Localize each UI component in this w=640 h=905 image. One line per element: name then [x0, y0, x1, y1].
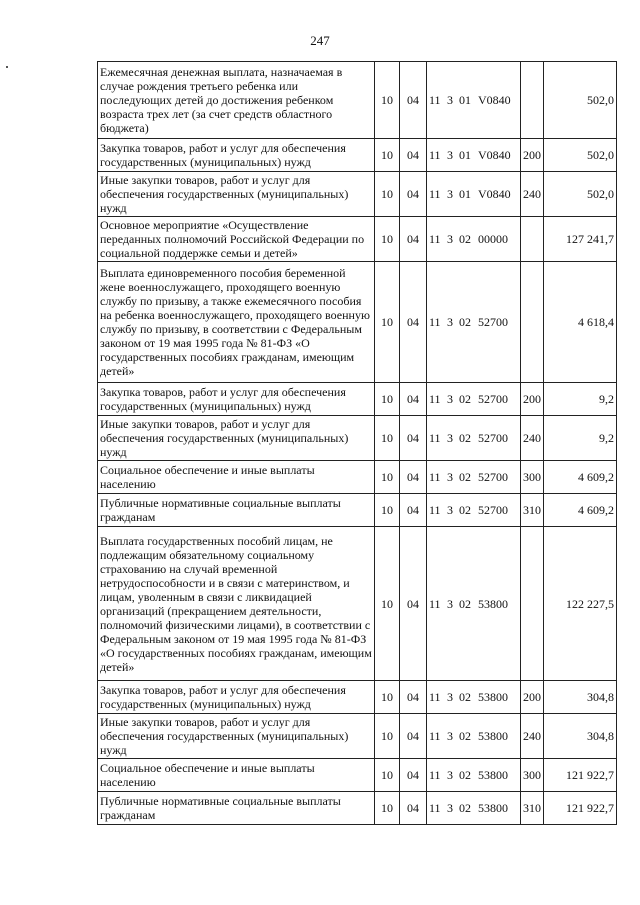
section-code-cell: 10 [375, 681, 400, 714]
amount-cell: 4 609,2 [544, 494, 617, 527]
target-article-part: 02 [459, 315, 471, 329]
section-code-cell: 10 [375, 262, 400, 383]
target-article-cell [427, 714, 521, 759]
table-body [98, 62, 617, 825]
target-article-part: 3 [447, 801, 453, 815]
target-article-part: 02 [459, 596, 471, 611]
budget-table [97, 61, 617, 825]
item-name-cell: Закупка товаров, работ и услуг для обеспечения государственных (муниципальных) нужд [98, 139, 375, 172]
section-code-cell: 10 [375, 383, 400, 416]
item-name-cell: Закупка товаров, работ и услуг для обеспечения государственных (муниципальных) нужд [98, 681, 375, 714]
amount-cell: 304,8 [544, 681, 617, 714]
expense-type-cell: 200 [521, 139, 544, 172]
target-article-part: V0840 [478, 187, 511, 201]
table-row [98, 172, 617, 217]
target-article-part: 01 [459, 148, 471, 162]
target-article-cell [427, 217, 521, 262]
target-article-part: 3 [447, 148, 453, 162]
item-name-cell: Публичные нормативные социальные выплаты гражданам [98, 494, 375, 527]
expense-type-cell [521, 62, 544, 139]
target-article-cell [427, 494, 521, 527]
target-article-part: 11 [429, 232, 441, 246]
target-article-part: 11 [429, 801, 441, 815]
target-article-part: 3 [447, 768, 453, 782]
target-article-part: 53800 [478, 768, 508, 782]
target-article-cell [427, 759, 521, 792]
table-row [98, 494, 617, 527]
table-row [98, 383, 617, 416]
target-article-part: 52700 [478, 470, 508, 484]
expense-type-cell: 310 [521, 792, 544, 825]
target-article-part: 02 [459, 801, 471, 815]
target-article-part: 11 [429, 729, 441, 743]
subsection-code-cell: 04 [400, 172, 427, 217]
page-number: 247 [310, 33, 330, 48]
target-article-part: 52700 [478, 503, 508, 517]
item-name-cell: Основное мероприятие «Осуществление переданных полномочий Российской Федерации по социальной поддержке семьи и детей» [98, 217, 375, 262]
subsection-code-cell: 04 [400, 494, 427, 527]
target-article-part: 3 [447, 392, 453, 406]
subsection-code-cell: 04 [400, 527, 427, 681]
table-row [98, 139, 617, 172]
target-article-part: 02 [459, 690, 471, 704]
item-name-cell: Ежемесячная денежная выплата, назначаемая в случае рождения третьего ребенка или последующих детей до достижения ребенком возраста трех лет (за счет средств областного бюджета) [98, 62, 375, 139]
section-code-cell: 10 [375, 714, 400, 759]
item-name-cell: Иные закупки товаров, работ и услуг для обеспечения государственных (муниципальных) нужд [98, 416, 375, 461]
amount-cell: 121 922,7 [544, 759, 617, 792]
table-row [98, 217, 617, 262]
section-code-cell: 10 [375, 62, 400, 139]
section-code-cell: 10 [375, 217, 400, 262]
expense-type-cell [521, 217, 544, 262]
item-name-cell: Публичные нормативные социальные выплаты гражданам [98, 792, 375, 825]
table-row [98, 792, 617, 825]
subsection-code-cell: 04 [400, 714, 427, 759]
target-article-cell [427, 262, 521, 383]
expense-type-cell [521, 262, 544, 383]
expense-type-cell: 200 [521, 681, 544, 714]
table-row [98, 527, 617, 681]
item-name-cell: Иные закупки товаров, работ и услуг для обеспечения государственных (муниципальных) нужд [98, 714, 375, 759]
amount-cell: 304,8 [544, 714, 617, 759]
target-article-part: 02 [459, 392, 471, 406]
target-article-part: V0840 [478, 93, 511, 107]
target-article-part: 3 [447, 93, 453, 107]
target-article-part: 3 [447, 470, 453, 484]
target-article-part: 3 [447, 690, 453, 704]
target-article-cell [427, 172, 521, 217]
item-name-cell: Социальное обеспечение и иные выплаты населению [98, 461, 375, 494]
target-article-part: 11 [429, 503, 441, 517]
amount-cell: 502,0 [544, 62, 617, 139]
target-article-part: 02 [459, 768, 471, 782]
section-code-cell: 10 [375, 461, 400, 494]
item-name-cell: Закупка товаров, работ и услуг для обеспечения государственных (муниципальных) нужд [98, 383, 375, 416]
subsection-code-cell: 04 [400, 759, 427, 792]
target-article-part: 52700 [478, 392, 508, 406]
subsection-code-cell: 04 [400, 383, 427, 416]
target-article-part: 3 [447, 596, 453, 611]
target-article-cell [427, 416, 521, 461]
item-name-cell: Социальное обеспечение и иные выплаты населению [98, 759, 375, 792]
expense-type-cell: 300 [521, 461, 544, 494]
target-article-part: 53800 [478, 801, 508, 815]
target-article-part: 53800 [478, 729, 508, 743]
target-article-part: 11 [429, 93, 441, 107]
subsection-code-cell: 04 [400, 461, 427, 494]
target-article-part: 02 [459, 232, 471, 246]
expense-type-cell: 300 [521, 759, 544, 792]
target-article-cell [427, 139, 521, 172]
table-row [98, 262, 617, 383]
target-article-part: 02 [459, 729, 471, 743]
subsection-code-cell: 04 [400, 792, 427, 825]
amount-cell: 121 922,7 [544, 792, 617, 825]
table-row [98, 714, 617, 759]
amount-cell: 127 241,7 [544, 217, 617, 262]
subsection-code-cell: 04 [400, 262, 427, 383]
target-article-part: 01 [459, 93, 471, 107]
target-article-part: 3 [447, 232, 453, 246]
amount-cell: 4 618,4 [544, 262, 617, 383]
expense-type-cell: 240 [521, 714, 544, 759]
table-row [98, 759, 617, 792]
target-article-part: 11 [429, 187, 441, 201]
amount-cell: 9,2 [544, 383, 617, 416]
target-article-cell [427, 461, 521, 494]
target-article-part: 53800 [478, 596, 508, 611]
table-row [98, 461, 617, 494]
amount-cell: 4 609,2 [544, 461, 617, 494]
table-row [98, 62, 617, 139]
target-article-part: 3 [447, 503, 453, 517]
expense-type-cell: 310 [521, 494, 544, 527]
expense-type-cell: 240 [521, 172, 544, 217]
target-article-part: 3 [447, 431, 453, 445]
table-row [98, 416, 617, 461]
target-article-cell [427, 383, 521, 416]
expense-type-cell: 240 [521, 416, 544, 461]
target-article-part: 11 [429, 470, 441, 484]
target-article-part: 11 [429, 596, 441, 611]
target-article-part: V0840 [478, 148, 511, 162]
target-article-part: 3 [447, 187, 453, 201]
section-code-cell: 10 [375, 527, 400, 681]
section-code-cell: 10 [375, 494, 400, 527]
item-name-cell: Выплата государственных пособий лицам, не подлежащим обязательному социальному страхованию на случай временной нетрудоспособности и в связи с материнством, и лицам, уволенным в связи с ликвидацией организаций (прекращением деятельности, полномочий физическими лицами), в соответствии с Федеральным законом от 19 мая 1995 года № 81-ФЗ «О государственных пособиях гражданам, имеющим детей» [98, 527, 375, 681]
section-code-cell: 10 [375, 759, 400, 792]
section-code-cell: 10 [375, 139, 400, 172]
section-code-cell: 10 [375, 172, 400, 217]
margin-mark [6, 66, 8, 68]
target-article-part: 02 [459, 470, 471, 484]
target-article-part: 01 [459, 187, 471, 201]
subsection-code-cell: 04 [400, 416, 427, 461]
subsection-code-cell: 04 [400, 217, 427, 262]
target-article-part: 11 [429, 148, 441, 162]
target-article-part: 02 [459, 503, 471, 517]
amount-cell: 9,2 [544, 416, 617, 461]
item-name-cell: Выплата единовременного пособия беременной жене военнослужащего, проходящего военную службу по призыву, а также ежемесячного пособия на ребенка военнослужащего, проходящего военную службу по призыву, в соответствии с Федеральным законом от 19 мая 1995 года № 81-ФЗ «О государственных пособиях гражданам, имеющим детей» [98, 262, 375, 383]
amount-cell: 502,0 [544, 172, 617, 217]
subsection-code-cell: 04 [400, 139, 427, 172]
section-code-cell: 10 [375, 416, 400, 461]
target-article-part: 11 [429, 768, 441, 782]
target-article-part: 3 [447, 315, 453, 329]
expense-type-cell [521, 527, 544, 681]
target-article-cell [427, 527, 521, 681]
target-article-part: 11 [429, 392, 441, 406]
section-code-cell: 10 [375, 792, 400, 825]
target-article-part: 11 [429, 315, 441, 329]
target-article-part: 53800 [478, 690, 508, 704]
item-name-cell: Иные закупки товаров, работ и услуг для обеспечения государственных (муниципальных) нужд [98, 172, 375, 217]
target-article-part: 11 [429, 690, 441, 704]
amount-cell: 502,0 [544, 139, 617, 172]
target-article-cell [427, 792, 521, 825]
target-article-cell [427, 62, 521, 139]
target-article-part: 00000 [478, 232, 508, 246]
subsection-code-cell: 04 [400, 681, 427, 714]
target-article-part: 52700 [478, 431, 508, 445]
amount-cell: 122 227,5 [544, 527, 617, 681]
target-article-part: 3 [447, 729, 453, 743]
table-row [98, 681, 617, 714]
target-article-part: 11 [429, 431, 441, 445]
target-article-cell [427, 681, 521, 714]
expense-type-cell: 200 [521, 383, 544, 416]
target-article-part: 52700 [478, 315, 508, 329]
subsection-code-cell: 04 [400, 62, 427, 139]
target-article-part: 02 [459, 431, 471, 445]
